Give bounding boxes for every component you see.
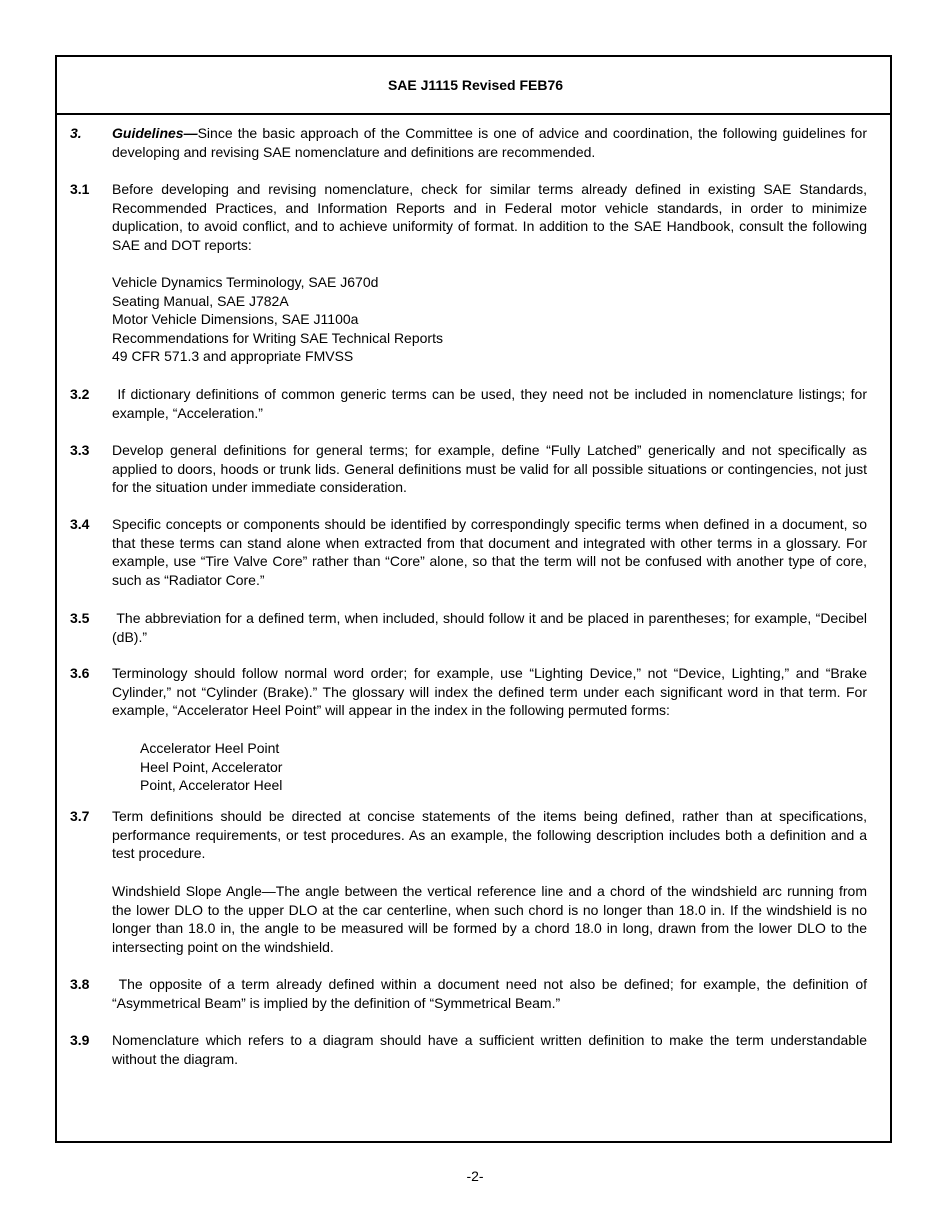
section-3-9-number: 3.9 (70, 1032, 90, 1048)
reference-list (112, 273, 443, 366)
section-3-8-number: 3.8 (70, 976, 90, 992)
section-3-paragraph (112, 124, 867, 161)
section-3-lead: Guidelines— (112, 125, 198, 141)
section-3-1-number: 3.1 (70, 181, 90, 197)
section-3-8-text: The opposite of a term already defined within a document need not also be defined; for example, the definition of “Asymmetrical Beam” is implied by the definition of “Symmetrical Beam.” (112, 976, 871, 1011)
reference-item: Seating Manual, SAE J782A (112, 292, 289, 309)
section-3-5-text: The abbreviation for a defined term, when included, should follow it and be placed in parentheses; for example, “Decibel (dB).” (112, 610, 871, 645)
permuted-form: Heel Point, Accelerator (140, 758, 283, 775)
permuted-forms-list (140, 739, 282, 795)
section-3-6-number: 3.6 (70, 665, 90, 681)
permuted-form: Point, Accelerator Heel (140, 777, 283, 794)
reference-item: Recommendations for Writing SAE Technical Reports (112, 329, 443, 346)
section-3-7-example: Windshield Slope Angle—The angle between the vertical reference line and a chord of the windshield arc running from the lower DLO to the upper DLO at the car centerline, when such chord is no longer than 18.0 in. If the windshield is no longer than 18.0 in, the angle to be measured will be formed by a chord 18.0 in long, drawn from the lower DLO to the intersecting point on the windshield. (112, 883, 867, 955)
document-frame (55, 55, 892, 1143)
document-header (57, 57, 890, 115)
section-3-text: Since the basic approach of the Committee is one of advice and coordination, the following guidelines for developing and revising SAE nomenclature and definitions are recommended. (112, 125, 867, 160)
section-3-number: 3. (70, 125, 82, 141)
section-3-2-number: 3.2 (70, 386, 90, 402)
reference-item: Motor Vehicle Dimensions, SAE J1100a (112, 311, 359, 328)
section-3-5-number: 3.5 (70, 610, 90, 626)
section-3-4-text: Specific concepts or components should be identified by correspondingly specific terms when defined in a document, so that these terms can stand alone when extracted from that document and integrated with other terms in a glossary. For example, use “Tire Valve Core” rather than “Core” alone, so that the term will not be confused with another type of core, such as “Radiator Core.” (112, 516, 867, 588)
section-3-3-number: 3.3 (70, 442, 90, 458)
section-3-7-number: 3.7 (70, 808, 90, 824)
page-number: -2- (466, 1168, 484, 1184)
permuted-form: Accelerator Heel Point (140, 740, 280, 756)
section-3-3-text: Develop general definitions for general terms; for example, define “Fully Latched” generically and not specifically as applied to doors, hoods or trunk lids. General definitions must be valid for all possible situations or contingencies, not just for the situation under immediate consideration. (112, 442, 867, 496)
reference-item: 49 CFR 571.3 and appropriate FMVSS (112, 348, 354, 365)
reference-item: Vehicle Dynamics Terminology, SAE J670d (112, 274, 379, 290)
document-title: SAE J1115 Revised FEB76 (387, 77, 564, 93)
section-3-9-text: Nomenclature which refers to a diagram should have a sufficient written definition to make the term understandable without the diagram. (112, 1032, 867, 1067)
section-3-7-text: Term definitions should be directed at concise statements of the items being defined, rather than at specifications, performance requirements, or test procedures. As an example, the following description includes both a definition and a test procedure. (112, 808, 867, 862)
section-3-4-number: 3.4 (70, 516, 90, 532)
section-3-1-text: Before developing and revising nomenclature, check for similar terms already defined in existing SAE Standards, Recommended Practices, and Information Reports and in Federal motor vehicle standards, in order to minimize duplication, to avoid conflict, and to achieve uniformity of format. In addition to the SAE Handbook, consult the following SAE and DOT reports: (112, 181, 867, 253)
section-3-6-text: Terminology should follow normal word order; for example, use “Lighting Device,” not “Device, Lighting,” and “Brake Cylinder,” not “Cylinder (Brake).” The glossary will index the defined term under each significant word in that term. For example, “Accelerator Heel Point” will appear in the index in the following permuted forms: (112, 665, 867, 719)
section-3-2-text: If dictionary definitions of common generic terms can be used, they need not be included in nomenclature listings; for example, “Acceleration.” (112, 386, 871, 421)
